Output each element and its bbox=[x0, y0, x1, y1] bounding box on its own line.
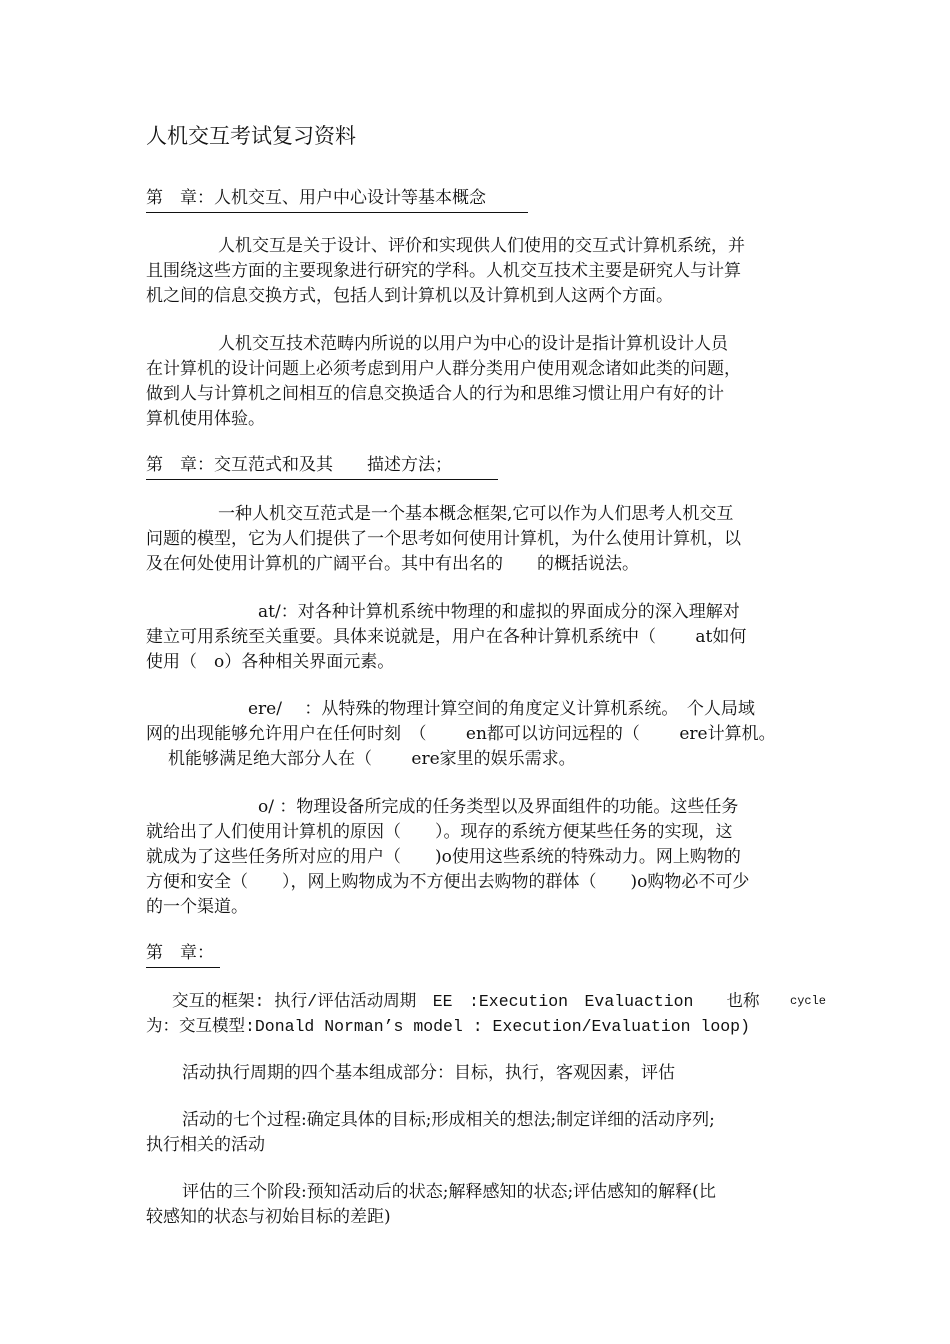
chapter1-heading: 第 章：人机交互、用户中心设计等基本概念 bbox=[146, 186, 528, 213]
ch2-para1-line1: 一种人机交互范式是一个基本概念框架,它可以作为人们思考人机交互 bbox=[218, 504, 734, 524]
ch3-para1-line1: 交互的框架: 执行/评估活动周期 EE :Execution Evaluaction 也称 bbox=[172, 992, 760, 1011]
ch1-para1-line2: 且围绕这些方面的主要现象进行研究的学科。人机交互技术主要是研究人与计算 bbox=[146, 261, 741, 281]
ch1-para2-line1: 人机交互技术范畴内所说的以用户为中心的设计是指计算机设计人员 bbox=[218, 334, 728, 354]
ch2-para1-line2: 问题的模型，它为人们提供了一个思考如何使用计算机，为什么使用计算机，以 bbox=[146, 529, 741, 549]
ch1-para1-line3: 机之间的信息交换方式，包括人到计算机以及计算机到人这两个方面。 bbox=[146, 286, 673, 306]
ch3-para1-line2: 为：交互模型:Donald Norman’s model : Execution/Evaluation loop) bbox=[146, 1017, 750, 1036]
ch1-para2-line2: 在计算机的设计问题上必须考虑到用户人群分类用户使用观念诸如此类的问题， bbox=[146, 359, 741, 379]
ch2-para3-line1: ere/ ：从特殊的物理计算空间的角度定义计算机系统。 个人局域 bbox=[248, 699, 755, 719]
ch3-para4-line2: 较感知的状态与初始目标的差距) bbox=[146, 1207, 391, 1227]
ch3-para3-line2: 执行相关的活动 bbox=[146, 1135, 265, 1155]
ch2-para2-line3: 使用（ o）各种相关界面元素。 bbox=[146, 652, 395, 672]
ch3-para3-line1: 活动的七个过程:确定具体的目标;形成相关的想法;制定详细的活动序列; bbox=[182, 1110, 715, 1130]
ch3-para4-line1: 评估的三个阶段:预知活动后的状态;解释感知的状态;评估感知的解释(比 bbox=[182, 1182, 716, 1202]
ch1-para1-line1: 人机交互是关于设计、评价和实现供人们使用的交互式计算机系统，并 bbox=[218, 236, 745, 256]
ch2-para2-line2: 建立可用系统至关重要。具体来说就是，用户在各种计算机系统中（ at如何 bbox=[146, 627, 747, 647]
ch1-para2-line3: 做到人与计算机之间相互的信息交换适合人的行为和思维习惯让用户有好的计 bbox=[146, 384, 724, 404]
ch1-para2-line4: 算机使用体验。 bbox=[146, 409, 265, 429]
ch2-para2-line1: at/：对各种计算机系统中物理的和虚拟的界面成分的深入理解对 bbox=[258, 602, 740, 622]
ch3-para2: 活动执行周期的四个基本组成部分：目标，执行，客观因素，评估 bbox=[182, 1063, 675, 1083]
ch2-para3-line3: 机能够满足绝大部分人在（ ere家里的娱乐需求。 bbox=[168, 749, 576, 769]
ch2-para4-line1: o/ ：物理设备所完成的任务类型以及界面组件的功能。这些任务 bbox=[258, 797, 739, 817]
ch3-cycle-fragment: cycle bbox=[790, 994, 827, 1008]
chapter3-heading: 第 章： bbox=[146, 941, 220, 968]
ch2-para4-line3: 就成为了这些任务所对应的用户（ )o使用这些系统的特殊动力。网上购物的 bbox=[146, 847, 741, 867]
ch2-para4-line2: 就给出了人们使用计算机的原因（ ）。现存的系统方便某些任务的实现，这 bbox=[146, 822, 733, 842]
ch2-para1-line3: 及在何处使用计算机的广阔平台。其中有出名的 的概括说法。 bbox=[146, 554, 639, 574]
ch2-para3-line2: 网的出现能够允许用户在任何时刻 （ en都可以访问远程的（ ere计算机。 bbox=[146, 724, 776, 744]
ch2-para4-line5: 的一个渠道。 bbox=[146, 897, 248, 917]
document-title: 人机交互考试复习资料 bbox=[146, 124, 356, 148]
ch2-para4-line4: 方便和安全（ ），网上购物成为不方便出去购物的群体（ )o购物必不可少 bbox=[146, 872, 750, 892]
chapter2-heading: 第 章：交互范式和及其 描述方法； bbox=[146, 453, 498, 480]
